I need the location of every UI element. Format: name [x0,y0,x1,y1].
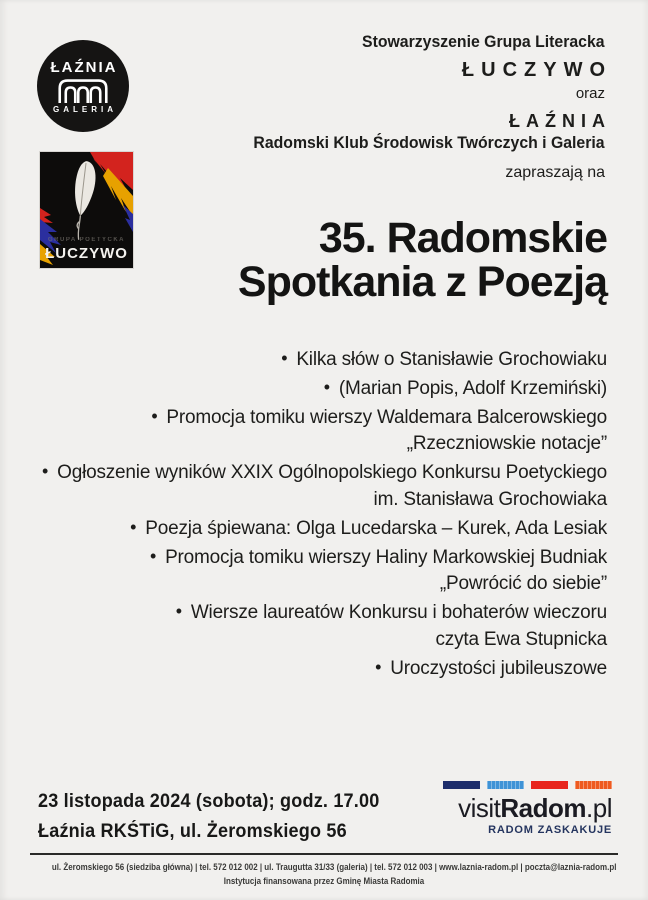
program-item [42,458,607,487]
brand-prefix: visit [458,793,501,823]
invitation-text: zapraszają na [505,164,605,181]
program-item-text: Uroczystości jubileuszowe [390,657,607,679]
program-item [42,345,607,374]
program-item-text: Promocja tomiku wierszy Waldemara Balcerowskiego [166,406,607,428]
visit-radom-slogan: RADOM ZASKAKUJE [488,824,612,836]
bullet-icon: • [130,516,137,537]
program-item-continuation [42,487,607,514]
event-title-line2: Spotkania z Poezją [237,258,607,306]
program-item [42,403,607,432]
event-info [38,787,397,847]
program-item-text: „Powrócić do siebie” [439,573,607,595]
bar-orange [575,781,612,789]
event-venue: Łaźnia RKŚTiG, ul. Żeromskiego 56 [38,821,347,842]
bar-blue [487,781,524,789]
event-datetime: 23 listopada 2024 (sobota); godz. 17.00 [38,791,380,812]
bullet-icon: • [151,405,158,426]
footer-contact-line: ul. Żeromskiego 56 (siedziba główna) | tel. 572 012 002 | ul. Traugutta 31/33 (galeria) | tel. 572 012 003 | www.laznia-radom.pl | poczta@laznia-radom.pl [51,862,617,873]
program-item-text: im. Stanisława Grochowiaka [373,488,607,510]
bar-red [531,781,568,789]
bar-navy [443,781,480,789]
footer-funding-line: Instytucja finansowana przez Gminę Miasta Radomia [223,876,425,887]
luczywo-subtitle: GRUPA POETYCKA [47,237,125,243]
program-item-text: (Marian Popis, Adolf Krzemiński) [338,377,607,399]
program-item [42,374,607,403]
arches-icon [57,78,109,103]
organizer2-line: Radomski Klub Środowisk Twórczych i Galeria [253,133,605,152]
program-item-text: Poezja śpiewana: Olga Lucedarska – Kurek, Ada Lesiak [145,517,607,539]
laznia-logo-text: ŁAŹNIA [50,58,118,76]
program-item-text: Wiersze laureatów Konkursu i bohaterów wieczoru [190,602,607,624]
organizers-block [227,32,612,182]
footer [51,861,617,888]
program-item-text: „Rzeczniowskie notacje” [406,433,607,455]
program-item-text: czyta Ewa Stupnicka [435,628,607,650]
program-list [42,345,607,683]
bullet-icon: • [42,461,49,482]
event-title-line1: 35. Radomskie [318,214,607,262]
conjunction-text: oraz [575,85,605,102]
program-item-continuation [42,431,607,458]
program-item-continuation [42,571,607,598]
program-item-text: Kilka słów o Stanisławie Grochowiaku [296,349,607,370]
organizer1-line: Stowarzyszenie Grupa Literacka [362,32,605,51]
program-item-continuation [42,627,607,654]
brand-suffix: .pl [586,793,612,823]
organizer1-name: ŁUCZYWO [461,59,612,81]
visit-radom-wordmark [443,793,612,823]
brand-mid: Radom [500,793,587,823]
luczywo-name: ŁUCZYWO [45,245,128,262]
event-title [238,216,607,304]
program-item [42,654,607,683]
visit-radom-bars [443,781,612,789]
program-item [42,514,607,543]
luczywo-logo [40,152,133,268]
program-item [42,598,607,627]
program-item [42,543,607,572]
visit-radom-logo [443,781,612,836]
bullet-icon: • [375,656,382,677]
bullet-icon: • [281,348,288,368]
organizer2-name: ŁAŹNIA [509,111,611,131]
program-item-text: Ogłoszenie wyników XXIX Ogólnopolskiego Konkursu Poetyckiego [57,462,607,484]
program-item-text: Promocja tomiku wierszy Haliny Markowskiej Budniak [165,546,607,568]
bullet-icon: • [149,545,157,566]
galeria-logo-text: GALERIA [53,104,117,114]
bullet-icon: • [175,601,182,622]
footer-divider [30,853,618,855]
laznia-galeria-logo [37,40,129,132]
bullet-icon: • [323,376,330,397]
